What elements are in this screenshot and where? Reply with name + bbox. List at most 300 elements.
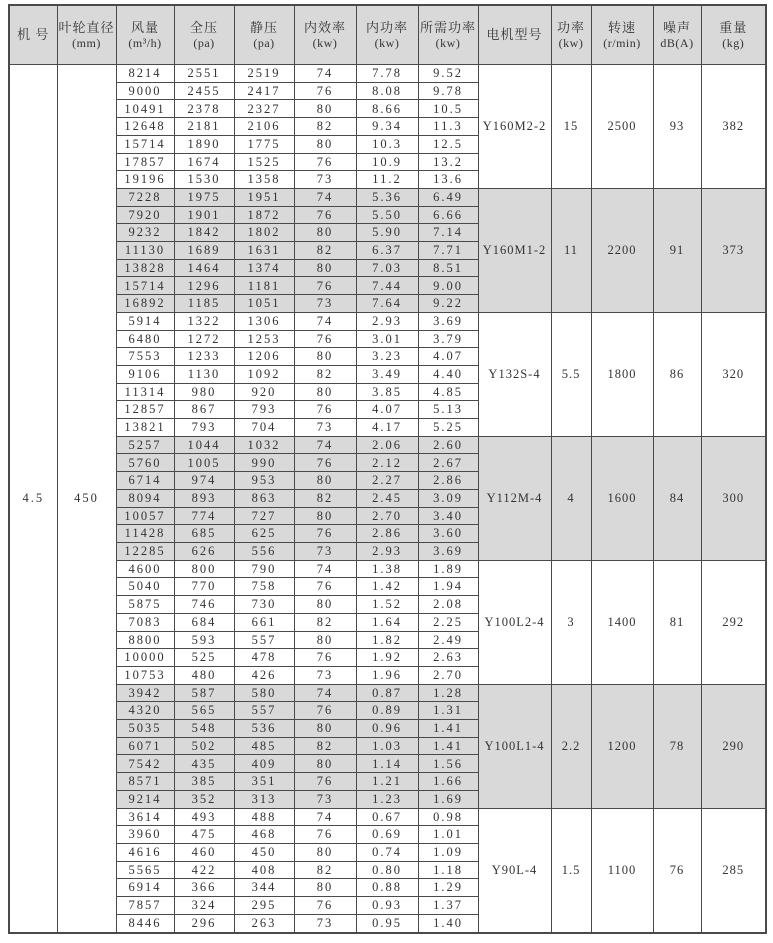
static-pressure-cell: 536 bbox=[234, 720, 294, 738]
total-pressure-cell: 480 bbox=[174, 666, 234, 684]
internal-power-cell: 10.9 bbox=[356, 153, 418, 171]
total-pressure-cell: 1901 bbox=[174, 206, 234, 224]
efficiency-cell: 76 bbox=[294, 702, 356, 720]
efficiency-cell: 80 bbox=[294, 100, 356, 118]
internal-power-cell: 4.07 bbox=[356, 401, 418, 419]
internal-power-cell: 1.42 bbox=[356, 578, 418, 596]
required-power-cell: 2.67 bbox=[418, 454, 478, 472]
total-pressure-cell: 385 bbox=[174, 773, 234, 791]
efficiency-cell: 80 bbox=[294, 755, 356, 773]
total-pressure-cell: 565 bbox=[174, 702, 234, 720]
static-pressure-cell: 920 bbox=[234, 383, 294, 401]
efficiency-cell: 76 bbox=[294, 454, 356, 472]
airflow-cell: 3614 bbox=[116, 808, 174, 826]
internal-power-cell: 3.85 bbox=[356, 383, 418, 401]
static-pressure-cell: 704 bbox=[234, 419, 294, 437]
col-header-required-power bbox=[418, 5, 478, 65]
static-pressure-cell: 580 bbox=[234, 684, 294, 702]
airflow-cell: 8214 bbox=[116, 65, 174, 83]
total-pressure-cell: 493 bbox=[174, 808, 234, 826]
airflow-cell: 9232 bbox=[116, 224, 174, 242]
static-pressure-cell: 1802 bbox=[234, 224, 294, 242]
airflow-cell: 5760 bbox=[116, 454, 174, 472]
internal-power-cell: 2.06 bbox=[356, 436, 418, 454]
static-pressure-cell: 313 bbox=[234, 790, 294, 808]
total-pressure-cell: 1130 bbox=[174, 365, 234, 383]
efficiency-cell: 80 bbox=[294, 259, 356, 277]
airflow-cell: 10057 bbox=[116, 507, 174, 525]
total-pressure-cell: 2181 bbox=[174, 118, 234, 136]
table-body bbox=[9, 65, 766, 934]
col-header-efficiency bbox=[294, 5, 356, 65]
header-unit: dB(A) bbox=[660, 35, 694, 50]
static-pressure-cell: 990 bbox=[234, 454, 294, 472]
motor-power-cell: 4 bbox=[551, 436, 591, 560]
internal-power-cell: 0.74 bbox=[356, 843, 418, 861]
airflow-cell: 4616 bbox=[116, 843, 174, 861]
total-pressure-cell: 1674 bbox=[174, 153, 234, 171]
airflow-cell: 6714 bbox=[116, 472, 174, 490]
static-pressure-cell: 351 bbox=[234, 773, 294, 791]
header-unit: (kg) bbox=[722, 35, 745, 50]
airflow-cell: 12648 bbox=[116, 118, 174, 136]
required-power-cell: 1.66 bbox=[418, 773, 478, 791]
efficiency-cell: 74 bbox=[294, 684, 356, 702]
impeller-diameter-cell: 450 bbox=[57, 65, 116, 934]
header-unit: (kw) bbox=[558, 35, 584, 50]
efficiency-cell: 80 bbox=[294, 472, 356, 490]
airflow-cell: 10000 bbox=[116, 649, 174, 667]
static-pressure-cell: 661 bbox=[234, 613, 294, 631]
efficiency-cell: 80 bbox=[294, 507, 356, 525]
required-power-cell: 6.66 bbox=[418, 206, 478, 224]
required-power-cell: 5.25 bbox=[418, 419, 478, 437]
motor-power-cell: 5.5 bbox=[551, 312, 591, 436]
efficiency-cell: 80 bbox=[294, 383, 356, 401]
total-pressure-cell: 1975 bbox=[174, 188, 234, 206]
required-power-cell: 1.56 bbox=[418, 755, 478, 773]
airflow-cell: 5040 bbox=[116, 578, 174, 596]
internal-power-cell: 1.23 bbox=[356, 790, 418, 808]
static-pressure-cell: 450 bbox=[234, 843, 294, 861]
total-pressure-cell: 1322 bbox=[174, 312, 234, 330]
static-pressure-cell: 478 bbox=[234, 649, 294, 667]
airflow-cell: 16892 bbox=[116, 295, 174, 313]
header-title: 叶轮直径 bbox=[58, 20, 115, 36]
motor-model-cell: Y90L-4 bbox=[478, 808, 551, 933]
weight-cell: 320 bbox=[701, 312, 766, 436]
total-pressure-cell: 1044 bbox=[174, 436, 234, 454]
internal-power-cell: 4.17 bbox=[356, 419, 418, 437]
internal-power-cell: 2.12 bbox=[356, 454, 418, 472]
internal-power-cell: 2.93 bbox=[356, 542, 418, 560]
required-power-cell: 1.31 bbox=[418, 702, 478, 720]
motor-power-cell: 15 bbox=[551, 65, 591, 189]
header-title: 噪声 bbox=[662, 20, 691, 36]
static-pressure-cell: 793 bbox=[234, 401, 294, 419]
col-header-static-pressure bbox=[234, 5, 294, 65]
table-row bbox=[9, 808, 766, 826]
airflow-cell: 7553 bbox=[116, 348, 174, 366]
efficiency-cell: 76 bbox=[294, 826, 356, 844]
efficiency-cell: 73 bbox=[294, 171, 356, 189]
static-pressure-cell: 557 bbox=[234, 631, 294, 649]
total-pressure-cell: 684 bbox=[174, 613, 234, 631]
internal-power-cell: 2.45 bbox=[356, 489, 418, 507]
total-pressure-cell: 893 bbox=[174, 489, 234, 507]
required-power-cell: 3.09 bbox=[418, 489, 478, 507]
total-pressure-cell: 626 bbox=[174, 542, 234, 560]
static-pressure-cell: 1631 bbox=[234, 242, 294, 260]
required-power-cell: 3.69 bbox=[418, 542, 478, 560]
static-pressure-cell: 409 bbox=[234, 755, 294, 773]
total-pressure-cell: 1530 bbox=[174, 171, 234, 189]
internal-power-cell: 6.37 bbox=[356, 242, 418, 260]
efficiency-cell: 76 bbox=[294, 773, 356, 791]
table-row bbox=[9, 65, 766, 83]
required-power-cell: 0.98 bbox=[418, 808, 478, 826]
efficiency-cell: 80 bbox=[294, 631, 356, 649]
airflow-cell: 7857 bbox=[116, 897, 174, 915]
col-header-internal-power bbox=[356, 5, 418, 65]
internal-power-cell: 1.64 bbox=[356, 613, 418, 631]
header-title: 内功率 bbox=[365, 20, 408, 36]
internal-power-cell: 0.96 bbox=[356, 720, 418, 738]
total-pressure-cell: 460 bbox=[174, 843, 234, 861]
efficiency-cell: 80 bbox=[294, 843, 356, 861]
motor-model-cell: Y100L2-4 bbox=[478, 560, 551, 684]
static-pressure-cell: 790 bbox=[234, 560, 294, 578]
header-title: 机 号 bbox=[17, 27, 50, 43]
internal-power-cell: 3.01 bbox=[356, 330, 418, 348]
internal-power-cell: 10.3 bbox=[356, 135, 418, 153]
motor-model-cell: Y132S-4 bbox=[478, 312, 551, 436]
airflow-cell: 13828 bbox=[116, 259, 174, 277]
speed-cell: 1600 bbox=[591, 436, 653, 560]
header-unit: (kw) bbox=[312, 35, 338, 50]
efficiency-cell: 74 bbox=[294, 188, 356, 206]
required-power-cell: 1.28 bbox=[418, 684, 478, 702]
required-power-cell: 9.00 bbox=[418, 277, 478, 295]
static-pressure-cell: 2327 bbox=[234, 100, 294, 118]
total-pressure-cell: 366 bbox=[174, 879, 234, 897]
spec-table bbox=[8, 4, 767, 934]
airflow-cell: 9106 bbox=[116, 365, 174, 383]
header-title: 转速 bbox=[607, 20, 636, 36]
weight-cell: 290 bbox=[701, 684, 766, 808]
total-pressure-cell: 435 bbox=[174, 755, 234, 773]
required-power-cell: 7.71 bbox=[418, 242, 478, 260]
required-power-cell: 1.69 bbox=[418, 790, 478, 808]
efficiency-cell: 74 bbox=[294, 808, 356, 826]
required-power-cell: 1.89 bbox=[418, 560, 478, 578]
total-pressure-cell: 867 bbox=[174, 401, 234, 419]
static-pressure-cell: 1092 bbox=[234, 365, 294, 383]
static-pressure-cell: 295 bbox=[234, 897, 294, 915]
efficiency-cell: 73 bbox=[294, 914, 356, 933]
required-power-cell: 3.69 bbox=[418, 312, 478, 330]
required-power-cell: 1.41 bbox=[418, 720, 478, 738]
airflow-cell: 3960 bbox=[116, 826, 174, 844]
required-power-cell: 9.52 bbox=[418, 65, 478, 83]
airflow-cell: 11130 bbox=[116, 242, 174, 260]
internal-power-cell: 2.70 bbox=[356, 507, 418, 525]
required-power-cell: 12.5 bbox=[418, 135, 478, 153]
efficiency-cell: 73 bbox=[294, 542, 356, 560]
internal-power-cell: 2.27 bbox=[356, 472, 418, 490]
airflow-cell: 5914 bbox=[116, 312, 174, 330]
required-power-cell: 1.18 bbox=[418, 861, 478, 879]
machine-no-cell: 4.5 bbox=[9, 65, 57, 934]
internal-power-cell: 7.03 bbox=[356, 259, 418, 277]
required-power-cell: 4.40 bbox=[418, 365, 478, 383]
static-pressure-cell: 344 bbox=[234, 879, 294, 897]
airflow-cell: 8094 bbox=[116, 489, 174, 507]
total-pressure-cell: 1890 bbox=[174, 135, 234, 153]
internal-power-cell: 1.92 bbox=[356, 649, 418, 667]
static-pressure-cell: 863 bbox=[234, 489, 294, 507]
total-pressure-cell: 1464 bbox=[174, 259, 234, 277]
airflow-cell: 13821 bbox=[116, 419, 174, 437]
static-pressure-cell: 488 bbox=[234, 808, 294, 826]
static-pressure-cell: 408 bbox=[234, 861, 294, 879]
required-power-cell: 1.37 bbox=[418, 897, 478, 915]
header-title: 风量 bbox=[130, 20, 159, 36]
airflow-cell: 7083 bbox=[116, 613, 174, 631]
noise-cell: 86 bbox=[653, 312, 701, 436]
airflow-cell: 12285 bbox=[116, 542, 174, 560]
efficiency-cell: 74 bbox=[294, 312, 356, 330]
efficiency-cell: 82 bbox=[294, 861, 356, 879]
internal-power-cell: 1.82 bbox=[356, 631, 418, 649]
efficiency-cell: 80 bbox=[294, 224, 356, 242]
speed-cell: 1100 bbox=[591, 808, 653, 933]
motor-model-cell: Y100L1-4 bbox=[478, 684, 551, 808]
static-pressure-cell: 556 bbox=[234, 542, 294, 560]
efficiency-cell: 76 bbox=[294, 277, 356, 295]
weight-cell: 300 bbox=[701, 436, 766, 560]
header-title: 静压 bbox=[249, 20, 278, 36]
required-power-cell: 8.51 bbox=[418, 259, 478, 277]
airflow-cell: 5875 bbox=[116, 596, 174, 614]
total-pressure-cell: 1005 bbox=[174, 454, 234, 472]
speed-cell: 2200 bbox=[591, 188, 653, 312]
internal-power-cell: 8.66 bbox=[356, 100, 418, 118]
airflow-cell: 6071 bbox=[116, 737, 174, 755]
required-power-cell: 11.3 bbox=[418, 118, 478, 136]
airflow-cell: 15714 bbox=[116, 135, 174, 153]
airflow-cell: 8800 bbox=[116, 631, 174, 649]
total-pressure-cell: 1185 bbox=[174, 295, 234, 313]
static-pressure-cell: 1525 bbox=[234, 153, 294, 171]
weight-cell: 382 bbox=[701, 65, 766, 189]
header-row bbox=[9, 5, 766, 65]
noise-cell: 81 bbox=[653, 560, 701, 684]
airflow-cell: 3942 bbox=[116, 684, 174, 702]
required-power-cell: 13.2 bbox=[418, 153, 478, 171]
static-pressure-cell: 727 bbox=[234, 507, 294, 525]
required-power-cell: 2.70 bbox=[418, 666, 478, 684]
efficiency-cell: 76 bbox=[294, 578, 356, 596]
airflow-cell: 19196 bbox=[116, 171, 174, 189]
static-pressure-cell: 1358 bbox=[234, 171, 294, 189]
col-header-motor-model bbox=[478, 5, 551, 65]
internal-power-cell: 7.78 bbox=[356, 65, 418, 83]
static-pressure-cell: 1374 bbox=[234, 259, 294, 277]
internal-power-cell: 2.86 bbox=[356, 525, 418, 543]
airflow-cell: 4600 bbox=[116, 560, 174, 578]
static-pressure-cell: 1181 bbox=[234, 277, 294, 295]
motor-power-cell: 11 bbox=[551, 188, 591, 312]
airflow-cell: 9000 bbox=[116, 82, 174, 100]
required-power-cell: 7.14 bbox=[418, 224, 478, 242]
efficiency-cell: 76 bbox=[294, 153, 356, 171]
total-pressure-cell: 2378 bbox=[174, 100, 234, 118]
table-row bbox=[9, 684, 766, 702]
internal-power-cell: 1.03 bbox=[356, 737, 418, 755]
required-power-cell: 2.86 bbox=[418, 472, 478, 490]
static-pressure-cell: 953 bbox=[234, 472, 294, 490]
total-pressure-cell: 548 bbox=[174, 720, 234, 738]
static-pressure-cell: 1206 bbox=[234, 348, 294, 366]
efficiency-cell: 76 bbox=[294, 649, 356, 667]
total-pressure-cell: 793 bbox=[174, 419, 234, 437]
static-pressure-cell: 426 bbox=[234, 666, 294, 684]
required-power-cell: 1.41 bbox=[418, 737, 478, 755]
airflow-cell: 6914 bbox=[116, 879, 174, 897]
required-power-cell: 2.08 bbox=[418, 596, 478, 614]
header-unit: (r/min) bbox=[603, 35, 641, 50]
table-row bbox=[9, 312, 766, 330]
airflow-cell: 7228 bbox=[116, 188, 174, 206]
total-pressure-cell: 2551 bbox=[174, 65, 234, 83]
required-power-cell: 9.22 bbox=[418, 295, 478, 313]
static-pressure-cell: 1032 bbox=[234, 436, 294, 454]
col-header-airflow bbox=[116, 5, 174, 65]
airflow-cell: 10753 bbox=[116, 666, 174, 684]
col-header-machine-no bbox=[9, 5, 57, 65]
motor-power-cell: 3 bbox=[551, 560, 591, 684]
static-pressure-cell: 730 bbox=[234, 596, 294, 614]
total-pressure-cell: 1842 bbox=[174, 224, 234, 242]
speed-cell: 1400 bbox=[591, 560, 653, 684]
header-title: 电机型号 bbox=[486, 27, 543, 43]
internal-power-cell: 1.14 bbox=[356, 755, 418, 773]
airflow-cell: 5565 bbox=[116, 861, 174, 879]
static-pressure-cell: 1306 bbox=[234, 312, 294, 330]
efficiency-cell: 82 bbox=[294, 242, 356, 260]
airflow-cell: 12857 bbox=[116, 401, 174, 419]
efficiency-cell: 82 bbox=[294, 613, 356, 631]
table-row bbox=[9, 560, 766, 578]
airflow-cell: 11314 bbox=[116, 383, 174, 401]
internal-power-cell: 5.50 bbox=[356, 206, 418, 224]
required-power-cell: 2.60 bbox=[418, 436, 478, 454]
total-pressure-cell: 774 bbox=[174, 507, 234, 525]
noise-cell: 76 bbox=[653, 808, 701, 933]
efficiency-cell: 76 bbox=[294, 206, 356, 224]
internal-power-cell: 0.93 bbox=[356, 897, 418, 915]
total-pressure-cell: 1272 bbox=[174, 330, 234, 348]
internal-power-cell: 9.34 bbox=[356, 118, 418, 136]
static-pressure-cell: 1253 bbox=[234, 330, 294, 348]
efficiency-cell: 73 bbox=[294, 295, 356, 313]
efficiency-cell: 82 bbox=[294, 118, 356, 136]
motor-power-cell: 1.5 bbox=[551, 808, 591, 933]
col-header-motor-power bbox=[551, 5, 591, 65]
noise-cell: 93 bbox=[653, 65, 701, 189]
efficiency-cell: 80 bbox=[294, 348, 356, 366]
efficiency-cell: 73 bbox=[294, 790, 356, 808]
efficiency-cell: 76 bbox=[294, 82, 356, 100]
airflow-cell: 9214 bbox=[116, 790, 174, 808]
required-power-cell: 1.09 bbox=[418, 843, 478, 861]
required-power-cell: 3.60 bbox=[418, 525, 478, 543]
weight-cell: 292 bbox=[701, 560, 766, 684]
efficiency-cell: 82 bbox=[294, 365, 356, 383]
total-pressure-cell: 1296 bbox=[174, 277, 234, 295]
header-unit: (mm) bbox=[72, 35, 101, 50]
header-unit: (m³/h) bbox=[128, 35, 162, 50]
efficiency-cell: 76 bbox=[294, 330, 356, 348]
static-pressure-cell: 758 bbox=[234, 578, 294, 596]
efficiency-cell: 80 bbox=[294, 596, 356, 614]
header-title: 功率 bbox=[556, 20, 585, 36]
motor-model-cell: Y160M1-2 bbox=[478, 188, 551, 312]
noise-cell: 78 bbox=[653, 684, 701, 808]
header-title: 全压 bbox=[189, 20, 218, 36]
internal-power-cell: 0.88 bbox=[356, 879, 418, 897]
airflow-cell: 11428 bbox=[116, 525, 174, 543]
internal-power-cell: 5.90 bbox=[356, 224, 418, 242]
required-power-cell: 10.5 bbox=[418, 100, 478, 118]
required-power-cell: 9.78 bbox=[418, 82, 478, 100]
airflow-cell: 8446 bbox=[116, 914, 174, 933]
internal-power-cell: 0.69 bbox=[356, 826, 418, 844]
required-power-cell: 1.40 bbox=[418, 914, 478, 933]
motor-model-cell: Y112M-4 bbox=[478, 436, 551, 560]
internal-power-cell: 7.64 bbox=[356, 295, 418, 313]
total-pressure-cell: 980 bbox=[174, 383, 234, 401]
table-header bbox=[9, 5, 766, 65]
required-power-cell: 2.63 bbox=[418, 649, 478, 667]
col-header-speed bbox=[591, 5, 653, 65]
header-unit: (pa) bbox=[193, 35, 215, 50]
internal-power-cell: 0.67 bbox=[356, 808, 418, 826]
required-power-cell: 3.79 bbox=[418, 330, 478, 348]
static-pressure-cell: 557 bbox=[234, 702, 294, 720]
speed-cell: 1200 bbox=[591, 684, 653, 808]
airflow-cell: 17857 bbox=[116, 153, 174, 171]
internal-power-cell: 2.93 bbox=[356, 312, 418, 330]
weight-cell: 285 bbox=[701, 808, 766, 933]
total-pressure-cell: 525 bbox=[174, 649, 234, 667]
required-power-cell: 13.6 bbox=[418, 171, 478, 189]
col-header-total-pressure bbox=[174, 5, 234, 65]
internal-power-cell: 0.87 bbox=[356, 684, 418, 702]
table-row bbox=[9, 188, 766, 206]
motor-power-cell: 2.2 bbox=[551, 684, 591, 808]
required-power-cell: 1.29 bbox=[418, 879, 478, 897]
static-pressure-cell: 2519 bbox=[234, 65, 294, 83]
internal-power-cell: 1.21 bbox=[356, 773, 418, 791]
col-header-noise bbox=[653, 5, 701, 65]
total-pressure-cell: 2455 bbox=[174, 82, 234, 100]
header-title: 所需功率 bbox=[419, 20, 476, 36]
total-pressure-cell: 800 bbox=[174, 560, 234, 578]
airflow-cell: 15714 bbox=[116, 277, 174, 295]
total-pressure-cell: 296 bbox=[174, 914, 234, 933]
